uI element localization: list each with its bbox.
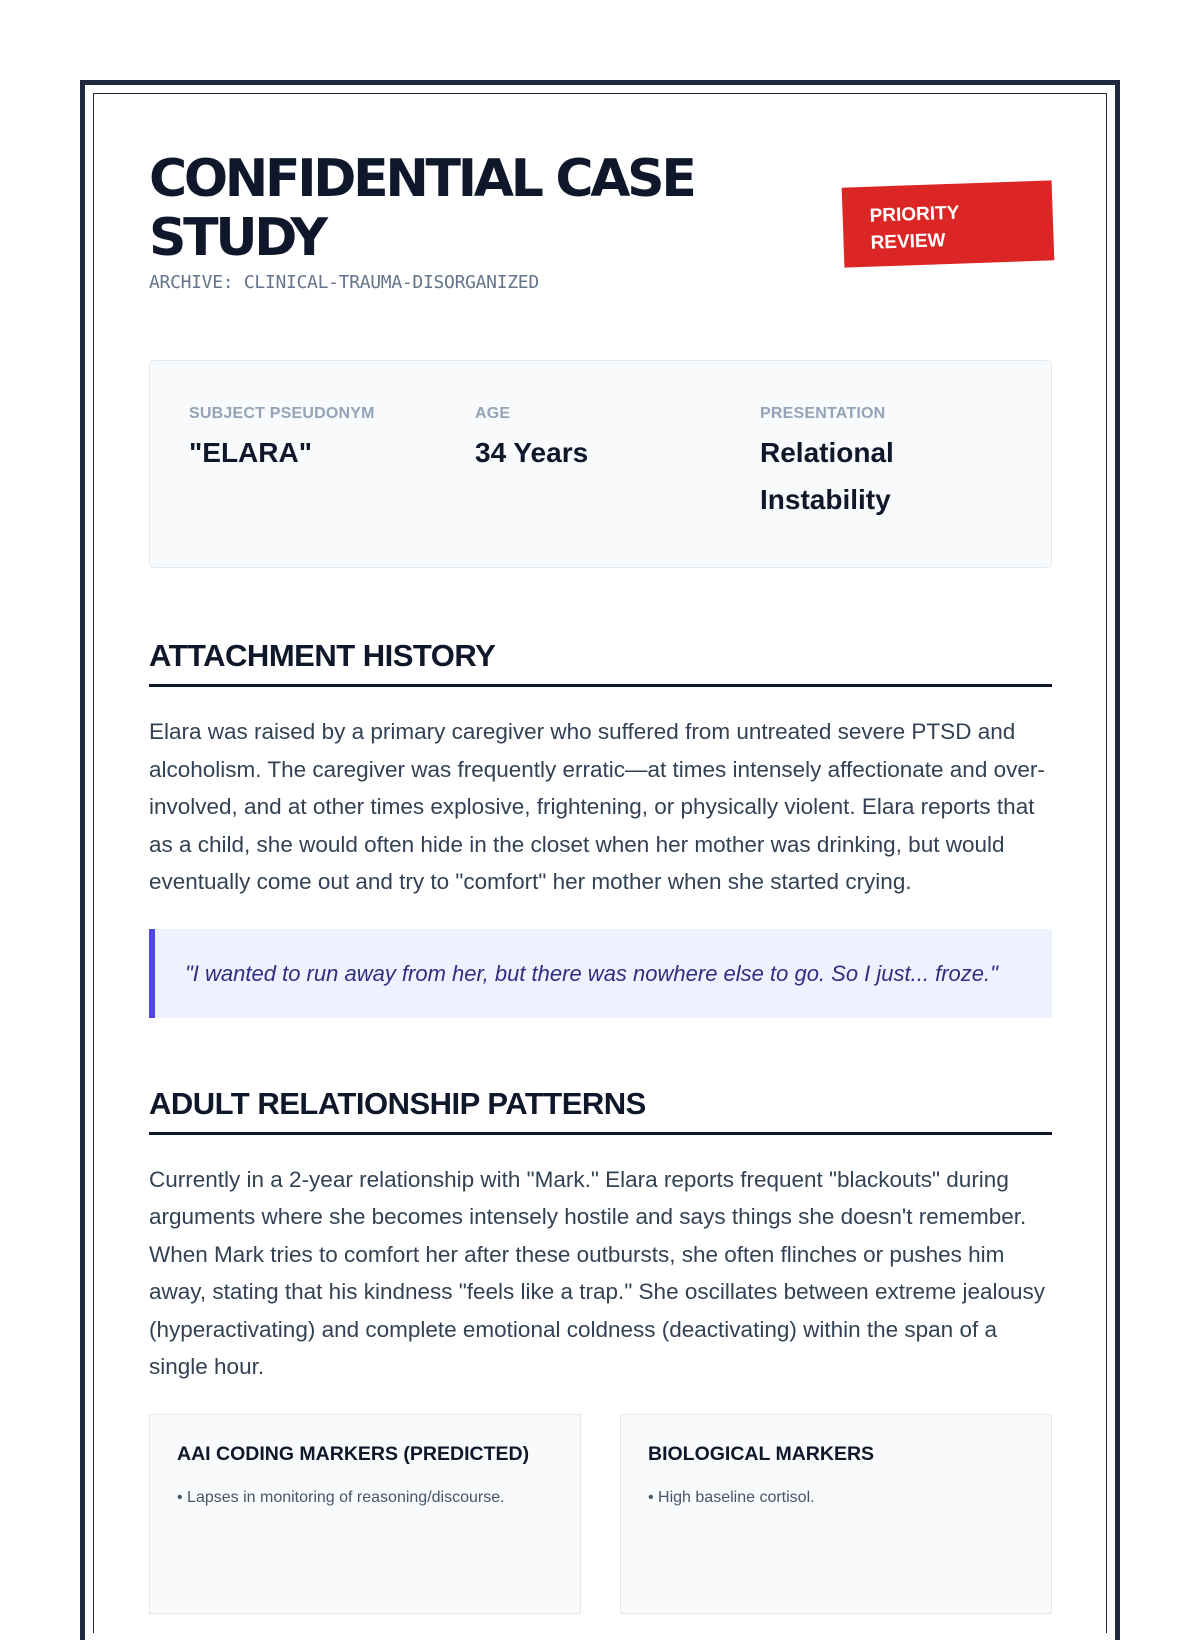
stamp-line-2: REVIEW: [870, 230, 946, 254]
priority-review-stamp: [842, 180, 1055, 267]
aai-markers-list: [177, 1486, 580, 1510]
pseudonym-field: [189, 405, 429, 476]
attachment-history-section: [149, 638, 1052, 1018]
attachment-history-paragraph: Elara was raised by a primary caregiver who suffered from untreated severe PTSD and alcoholism. The caregiver was frequently erratic—at times intensely affectionate and over-involved, and at other times explosive, frightening, or physically violent. Elara reports that as a child, she would often hide in the closet when her mother was drinking, but would eventually come out and try to "comfort" her mother when she started crying.: [149, 719, 1045, 894]
pseudonym-value: "ELARA": [189, 437, 312, 468]
presentation-value: Relational Instability: [760, 437, 894, 515]
age-label: AGE: [475, 405, 511, 422]
page-title: CONFIDENTIAL CASE STUDY: [149, 149, 694, 268]
archive-code: ARCHIVE: CLINICAL-TRAUMA-DISORGANIZED: [149, 272, 539, 293]
document-content: [149, 150, 1052, 1614]
pseudonym-label: SUBJECT PSEUDONYM: [189, 405, 375, 422]
biological-markers-list: [648, 1486, 1051, 1510]
age-field: [475, 405, 715, 476]
subject-summary-card: [149, 360, 1052, 568]
stamp-line-1: PRIORITY: [869, 202, 960, 227]
list-item: • Lapses in monitoring of reasoning/discourse.: [177, 1486, 580, 1510]
aai-markers-card: [149, 1414, 581, 1614]
adult-patterns-heading: ADULT RELATIONSHIP PATTERNS: [149, 1086, 1052, 1135]
marker-cards: [149, 1414, 1052, 1614]
header: [149, 150, 1052, 300]
client-quote: "I wanted to run away from her, but there was nowhere else to go. So I just... froze.": [149, 929, 1052, 1018]
list-item: • High baseline cortisol.: [648, 1486, 1051, 1510]
age-value: 34 Years: [475, 437, 589, 468]
presentation-label: PRESENTATION: [760, 405, 886, 422]
biological-markers-card: [620, 1414, 1052, 1614]
presentation-field: [760, 405, 960, 523]
biological-markers-title: BIOLOGICAL MARKERS: [648, 1442, 875, 1465]
adult-patterns-paragraph: Currently in a 2-year relationship with "Mark." Elara reports frequent "blackouts" during arguments where she becomes intensely hostile and says things she doesn't remember. When Mark tries to comfort her after these outbursts, she often flinches or pushes him away, stating that his kindness "feels like a trap." She oscillates between extreme jealousy (hyperactivating) and complete emotional coldness (deactivating) within the span of a single hour.: [149, 1166, 1046, 1379]
adult-patterns-section: [149, 1086, 1052, 1386]
attachment-history-heading: ATTACHMENT HISTORY: [149, 638, 1052, 687]
aai-markers-title: AAI CODING MARKERS (PREDICTED): [177, 1442, 530, 1465]
